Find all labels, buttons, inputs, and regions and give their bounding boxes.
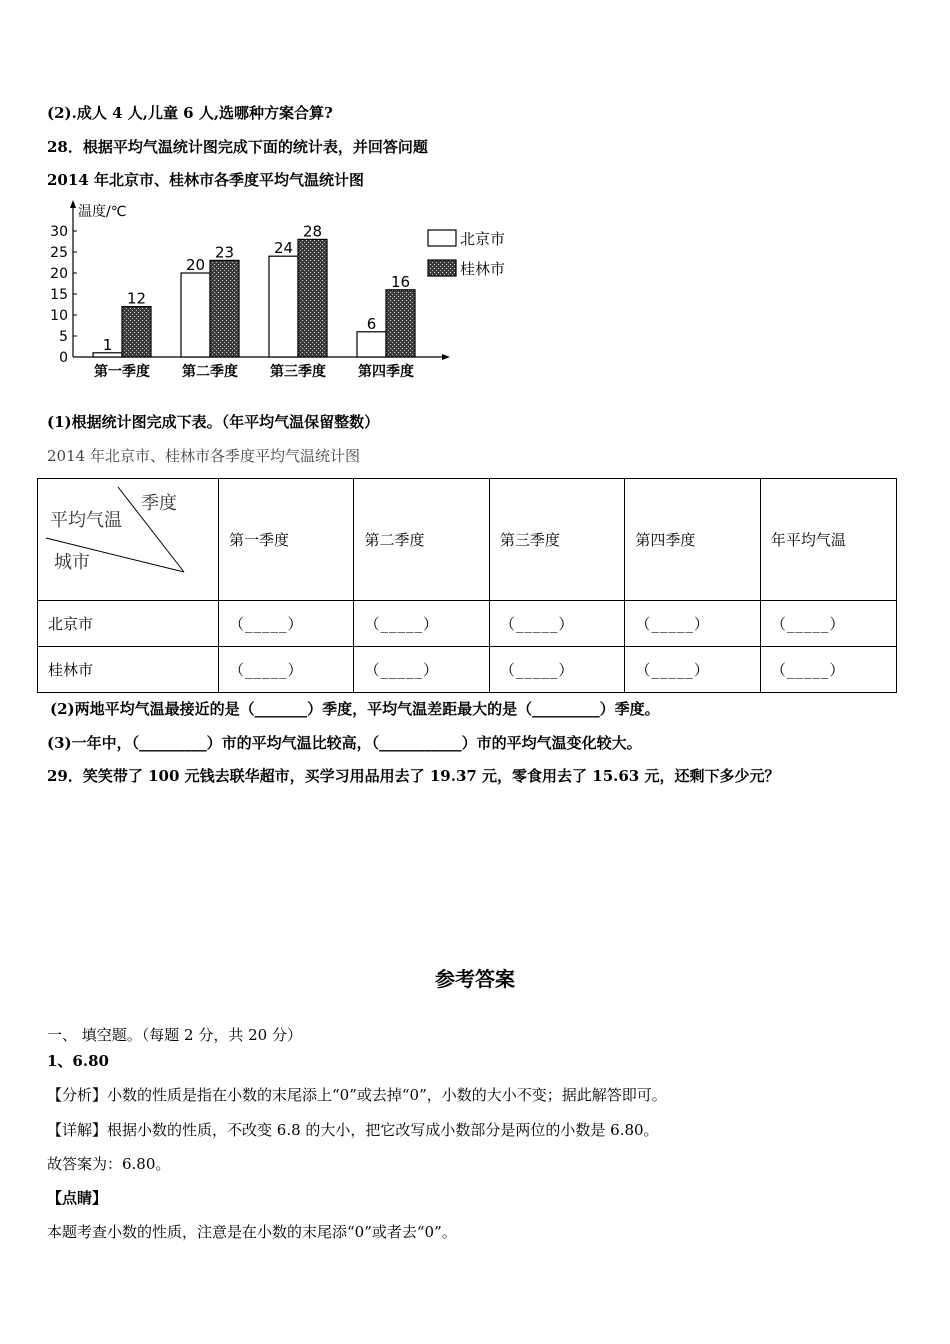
bar-guilin (298, 239, 327, 357)
question-28-stem: 28．根据平均气温统计图完成下面的统计表，并回答问题 (47, 138, 428, 156)
question-28-part-3: (3)一年中，（_________）市的平均气温比较高，（___________）市的平均气温变化较大。 (47, 734, 642, 752)
corner-label-city: 城市 (54, 552, 90, 573)
table-header-q1: 第一季度 (219, 479, 354, 601)
answer-blank[interactable]: （_____） (354, 647, 489, 693)
diagonal-lines (38, 479, 218, 600)
table-header-q3: 第三季度 (489, 479, 624, 601)
bar-beijing (357, 332, 386, 357)
answer-blank[interactable]: （_____） (489, 647, 624, 693)
answer-blank[interactable]: （_____） (489, 601, 624, 647)
x-tick-label: 第三季度 (270, 364, 326, 380)
question-28-part-2: (2)两地平均气温最接近的是（_______）季度，平均气温差距最大的是（_________）季度。 (50, 700, 660, 718)
row-city-label: 北京市 (38, 601, 219, 647)
table-row-beijing (38, 601, 897, 647)
table-header-annual: 年平均气温 (760, 479, 896, 601)
y-axis-arrow (70, 200, 76, 208)
y-tick-label: 25 (50, 245, 68, 261)
bar-value-label: 28 (302, 222, 323, 241)
temperature-table (37, 478, 897, 693)
table-header-row (38, 479, 897, 601)
bar-value-label: 23 (214, 243, 235, 262)
answer-blank[interactable]: （_____） (354, 601, 489, 647)
answer-blank[interactable]: （_____） (625, 647, 760, 693)
answer-blank[interactable]: （_____） (760, 647, 896, 693)
answer-1-final: 故答案为：6.80。 (47, 1155, 171, 1173)
table-header-q2: 第二季度 (354, 479, 489, 601)
x-axis-arrow (442, 354, 450, 360)
answer-blank[interactable]: （_____） (760, 601, 896, 647)
bar-beijing (181, 273, 210, 357)
chart-caption: 2014 年北京市、桂林市各季度平均气温统计图 (47, 171, 364, 189)
bar-value-label: 16 (390, 272, 411, 291)
legend-label: 桂林市 (460, 260, 506, 278)
table-title: 2014 年北京市、桂林市各季度平均气温统计图 (47, 447, 360, 465)
answer-blank[interactable]: （_____） (219, 601, 354, 647)
bar-value-label: 20 (185, 256, 206, 274)
y-axis-label: 温度/℃ (78, 204, 127, 220)
y-tick-label: 0 (59, 350, 68, 366)
question-27-part-2: (2).成人 4 人,儿童 6 人,选哪种方案合算? (47, 104, 333, 122)
y-tick-label: 5 (59, 329, 68, 345)
legend-label: 北京市 (460, 230, 506, 248)
table-corner-cell (38, 479, 219, 601)
question-28-part-1: (1)根据统计图完成下表。（年平均气温保留整数） (47, 413, 380, 431)
bar-guilin (386, 290, 415, 357)
answer-blank[interactable]: （_____） (625, 601, 760, 647)
bar-guilin (122, 307, 151, 357)
y-tick-label: 15 (50, 287, 68, 303)
answer-blank[interactable]: （_____） (219, 647, 354, 693)
corner-label-season: 季度 (141, 493, 177, 514)
bar-value-label: 6 (366, 314, 377, 333)
y-tick-label: 30 (50, 224, 68, 240)
bar-guilin (210, 260, 239, 357)
question-29: 29．笑笑带了 100 元钱去联华超市，买学习用品用去了 19.37 元，零食用去了 15.63 元，还剩下多少元？ (47, 767, 780, 785)
bar-value-label: 12 (126, 289, 147, 308)
section-1-heading: 一、 填空题。（每题 2 分，共 20 分） (47, 1026, 302, 1044)
table-row-guilin (38, 647, 897, 693)
bar-value-label: 24 (273, 239, 294, 258)
bar-beijing (269, 256, 298, 357)
answer-1: 1、6.80 (47, 1052, 109, 1070)
table-header-q4: 第四季度 (625, 479, 760, 601)
bar-value-label: 1 (102, 335, 113, 354)
answers-heading: 参考答案 (435, 967, 515, 991)
answer-1-comment-label: 【点睛】 (47, 1189, 108, 1207)
temperature-bar-chart (50, 196, 530, 386)
x-tick-label: 第一季度 (94, 364, 150, 380)
answer-1-analysis: 【分析】小数的性质是指在小数的末尾添上“0”或去掉“0”，小数的大小不变；据此解答即可。 (47, 1086, 667, 1104)
corner-label-avg-temp: 平均气温 (50, 510, 122, 531)
row-city-label: 桂林市 (38, 647, 219, 693)
legend-swatch (428, 260, 456, 276)
answer-1-comment: 本题考查小数的性质，注意是在小数的末尾添“0”或者去“0”。 (47, 1223, 457, 1241)
x-tick-label: 第二季度 (182, 364, 238, 380)
x-tick-label: 第四季度 (358, 364, 414, 380)
y-tick-label: 20 (50, 266, 68, 282)
y-tick-label: 10 (50, 308, 68, 324)
legend-swatch (428, 230, 456, 246)
answer-1-detail: 【详解】根据小数的性质，不改变 6.8 的大小，把它改写成小数部分是两位的小数是 6.80。 (47, 1121, 659, 1139)
